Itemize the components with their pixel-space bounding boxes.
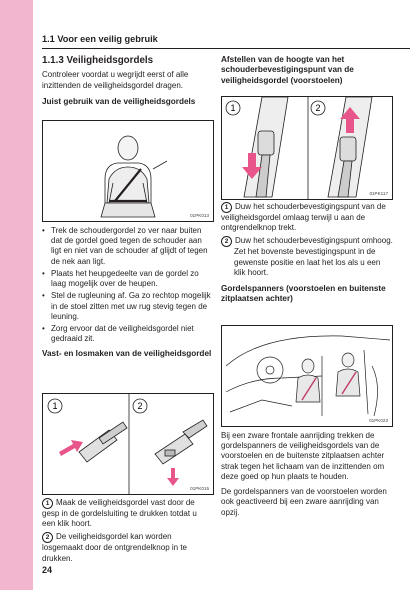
figure-seated-person [42, 120, 214, 222]
figure-code: 01PK015 [190, 486, 209, 491]
step-number: 2 [42, 532, 53, 543]
bullet-item: • Plaats het heupgedeelte van de gordel zo laag mogelijk over de heupen. [42, 269, 212, 289]
correct-use-heading: Juist gebruik van de veiligheidsgordels [42, 96, 196, 106]
bullet-item: • Stel de rugleuning af. Ga zo rechtop mogelijk in de stoel zitten met uw rug stevig tegen de leuning. [42, 291, 212, 322]
section-header: 1.1 Voor een veilig gebruik [42, 34, 158, 44]
step-1: 1 Duw het schouderbevestigingspunt van de veiligheidsgordel omlaag terwijl u aan de ontgrendelknop trekt. [221, 202, 386, 233]
pretensioner-text [221, 431, 393, 518]
step-number: 2 [221, 236, 232, 247]
height-adjust-steps [221, 202, 393, 305]
left-column [42, 55, 212, 107]
header-rule [42, 48, 410, 49]
push-arrow-icon [59, 440, 83, 456]
figure-code: 01PK013 [190, 213, 209, 218]
pretensioner-para-1: Bij een zware frontale aanrijding trekken de gordelspanners de veiligheidsgordels van de voorstoelen en de buitenste zitplaatsen achter strak tegen het lichaam van de inzittenden om deze goed op hun plaats te houden. [221, 431, 385, 481]
figure-shoulder-anchor [221, 96, 393, 200]
step-2-detail: Zet het bovenste bevestigingspunt in de gewenste positie en laat het los als u een klik hoort. [234, 247, 381, 277]
pretensioner-para-2: De gordelspanners van de voorstoelen worden ook geactiveerd bij een zware aanrijding van opzij. [221, 487, 387, 517]
page-title: 1.1.3 Veiligheidsgordels [42, 55, 154, 66]
right-column [221, 55, 391, 86]
fasten-steps [42, 498, 212, 564]
buckle-illustration [43, 394, 213, 494]
shoulder-anchor-illustration [222, 97, 392, 199]
figure-code: 01PK117 [369, 191, 388, 196]
fig-label-1: 1 [52, 401, 58, 411]
step-1: 1 Maak de veiligheidsgordel vast door de gesp in de gordelsluiting te drukken totdat u een klik hoort. [42, 498, 197, 529]
fig-label-2: 2 [137, 401, 143, 411]
bullet-item: • Zorg ervoor dat de veiligheidsgordel niet gedraaid zit. [42, 324, 212, 344]
step-number: 1 [221, 202, 232, 213]
car-interior-illustration [222, 326, 392, 426]
figure-pretensioners [221, 325, 393, 427]
step-2: 2 De veiligheidsgordel kan worden losgemaakt door de ontgrendelknop in te drukken. [42, 532, 187, 563]
intro-text: Controleer voordat u wegrijdt eerst of alle inzittenden de veiligheidsgordel dragen. [42, 70, 189, 90]
bullet-item: • Trek de schoudergordel zo ver naar buiten dat de gordel goed tegen de schouder aan ligt en niet van de schouder af glijdt of tegen de nek aan ligt. [42, 226, 212, 267]
step-2: 2 Duw het schouderbevestigingspunt omhoog. [221, 236, 393, 247]
figure-code: 01PK023 [369, 418, 388, 423]
fig-label-1: 1 [230, 103, 236, 113]
usage-bullets [42, 226, 212, 359]
fasten-heading: Vast- en losmaken van de veiligheidsgordel [42, 348, 212, 358]
figure-buckle [42, 393, 214, 495]
fig-label-2: 2 [315, 103, 321, 113]
height-adjust-heading: Afstellen van de hoogte van het schouderbevestigingspunt van de veiligheidsgordel (voorstoelen) [221, 55, 354, 85]
page-number: 24 [42, 565, 53, 575]
pretensioner-heading: Gordelspanners (voorstoelen en buitenste zitplaatsen achter) [221, 284, 386, 304]
seated-person-illustration [43, 121, 213, 221]
step-number: 1 [42, 498, 53, 509]
press-arrow-icon [167, 468, 179, 486]
chapter-tab [0, 0, 33, 590]
